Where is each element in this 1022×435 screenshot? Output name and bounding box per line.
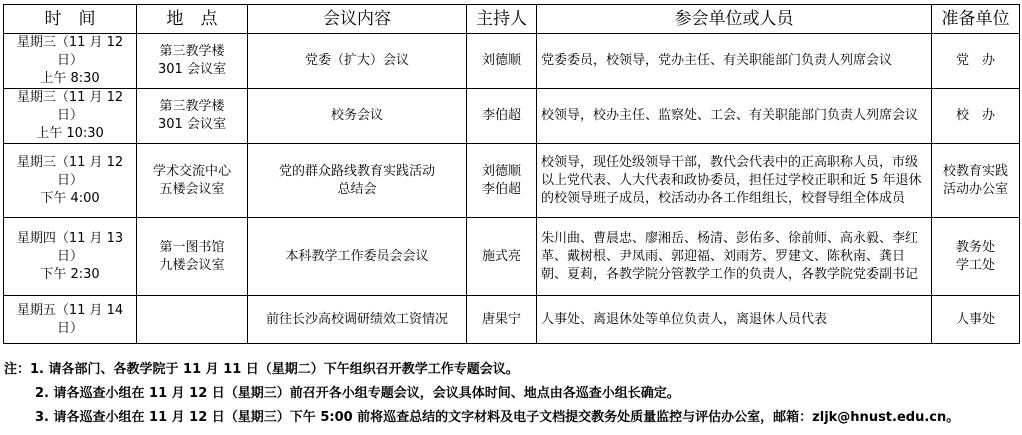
time-cell-line: 星期三（11 月 12 日） [16, 154, 124, 188]
time-cell [4, 34, 137, 89]
content-cell [248, 34, 467, 89]
time-cell [4, 296, 137, 344]
attendees-cell [537, 89, 932, 144]
prep-cell-line: 校教育实践 [942, 163, 1008, 179]
header-attendees: 参会单位或人员 [537, 5, 932, 34]
notes-prefix: 注： [4, 362, 31, 377]
meeting-schedule-table [3, 4, 1020, 344]
time-cell [4, 144, 137, 218]
table-row [4, 144, 1020, 218]
content-cell-line: 党委（扩大）会议 [304, 53, 409, 68]
host-cell [467, 144, 537, 218]
place-cell-line: 学术交流中心 [152, 163, 231, 179]
note-3 [4, 406, 1018, 430]
host-cell-line: 刘德顺 [481, 53, 521, 68]
host-cell-line: 李伯超 [481, 181, 521, 197]
host-cell [467, 296, 537, 344]
header-row [4, 5, 1020, 34]
attendees-cell-text: 人事处、离退休处等单位负责人，离退休人员代表 [541, 311, 828, 327]
prep-cell [932, 296, 1020, 344]
time-cell-line: 下午 2:30 [40, 266, 100, 282]
prep-cell-line: 人事处 [955, 311, 995, 327]
table-row [4, 34, 1020, 89]
prep-cell [932, 34, 1020, 89]
note-1-text: 1. 请各部门、各教学院于 11 月 11 日（星期二）下午组织召开教学工作专题会议。 [30, 362, 519, 377]
place-cell [137, 34, 248, 89]
prep-cell [932, 144, 1020, 218]
attendees-cell-text: 朱川曲、曹晨忠、廖湘岳、杨清、彭佑多、徐前师、高永毅、李红革、戴树根、尹凤雨、郭迎福、刘雨芳、罗建文、陈秋南、龚日朝、夏莉，各教学院分管教学工作的负责人，各教学院党委副书记 [541, 230, 919, 282]
host-cell [467, 218, 537, 296]
table-row [4, 89, 1020, 144]
content-cell [248, 89, 467, 144]
prep-cell-line: 学工处 [955, 257, 995, 273]
host-cell [467, 34, 537, 89]
time-cell-line: 星期三（11 月 12 日） [16, 90, 124, 123]
note-1 [4, 358, 1018, 382]
content-cell [248, 296, 467, 344]
content-cell [248, 144, 467, 218]
host-cell-line: 施式亮 [481, 248, 521, 264]
place-cell-line: 九楼会议室 [159, 257, 225, 273]
time-cell-line: 星期三（11 月 12 日） [16, 35, 124, 68]
host-cell-line: 刘德顺 [481, 163, 521, 179]
attendees-cell [537, 144, 932, 218]
header-host: 主持人 [467, 5, 537, 34]
place-cell [137, 144, 248, 218]
time-cell-line: 上午 10:30 [36, 126, 104, 141]
host-cell [467, 89, 537, 144]
place-cell-line: 第一图书馆 [159, 239, 225, 255]
place-cell [137, 296, 248, 344]
note-3-text: 3. 请各巡查小组在 11 月 12 日（星期三）下午 5:00 前将巡查总结的文字材料及电子文档提交教务处质量监控与评估办公室，邮箱：zljk@hnust.edu.cn。 [35, 410, 960, 425]
prep-cell [932, 218, 1020, 296]
place-cell [137, 89, 248, 144]
note-2-text: 2. 请各巡查小组在 11 月 12 日（星期三）前召开各小组专题会议，会议具体时间、地点由各巡查小组长确定。 [35, 386, 680, 401]
content-cell-line: 本科教学工作委员会会议 [285, 248, 429, 264]
table-row [4, 296, 1020, 344]
place-cell-line: 301 会议室 [158, 62, 226, 77]
header-content: 会议内容 [248, 5, 467, 34]
prep-cell-line: 活动办公室 [942, 181, 1008, 197]
attendees-cell-text: 校领导，现任处级领导干部，教代会代表中的正高职称人员，市级以上党代表、人大代表和政协委员，担任过学校正职和近 5 年退休的校领导班子成员，校活动办各工作组组长，校督导组全体成员 [541, 154, 922, 206]
prep-cell-line: 教务处 [955, 239, 995, 255]
attendees-cell [537, 296, 932, 344]
content-cell [248, 218, 467, 296]
place-cell-line: 第三教学楼 [159, 99, 225, 114]
time-cell [4, 218, 137, 296]
time-cell-line: 上午 8:30 [40, 71, 100, 86]
content-cell-line: 党的群众路线教育实践活动 [278, 163, 435, 179]
time-cell-line: 星期四（11 月 13 日） [16, 230, 124, 264]
content-cell-line: 总结会 [337, 181, 377, 197]
prep-cell [932, 89, 1020, 144]
attendees-cell-text: 党委委员，校领导，党办主任、有关职能部门负责人列席会议 [541, 53, 893, 68]
time-cell-line: 星期五（11 月 14 日） [16, 302, 124, 336]
host-cell-line: 李伯超 [481, 108, 521, 123]
host-cell-line: 唐果宁 [481, 311, 521, 327]
place-cell-line: 第三教学楼 [159, 44, 225, 59]
time-cell-line: 下午 4:00 [40, 190, 100, 206]
header-place: 地 点 [137, 5, 248, 34]
place-cell-line: 五楼会议室 [159, 181, 225, 197]
notes-section [4, 358, 1018, 430]
content-cell-line: 校务会议 [330, 108, 383, 123]
note-2 [4, 382, 1018, 406]
prep-cell-line: 党 办 [955, 53, 995, 68]
attendees-cell [537, 34, 932, 89]
place-cell-line: 301 会议室 [158, 117, 226, 132]
table-row [4, 218, 1020, 296]
prep-cell-line: 校 办 [955, 108, 995, 123]
attendees-cell [537, 218, 932, 296]
header-time: 时 间 [4, 5, 137, 34]
time-cell [4, 89, 137, 144]
attendees-cell-text: 校领导，校办主任、监察处、工会、有关职能部门负责人列席会议 [541, 108, 919, 123]
content-cell-line: 前往长沙高校调研绩效工资情况 [265, 311, 448, 327]
header-prep: 准备单位 [932, 5, 1020, 34]
place-cell [137, 218, 248, 296]
